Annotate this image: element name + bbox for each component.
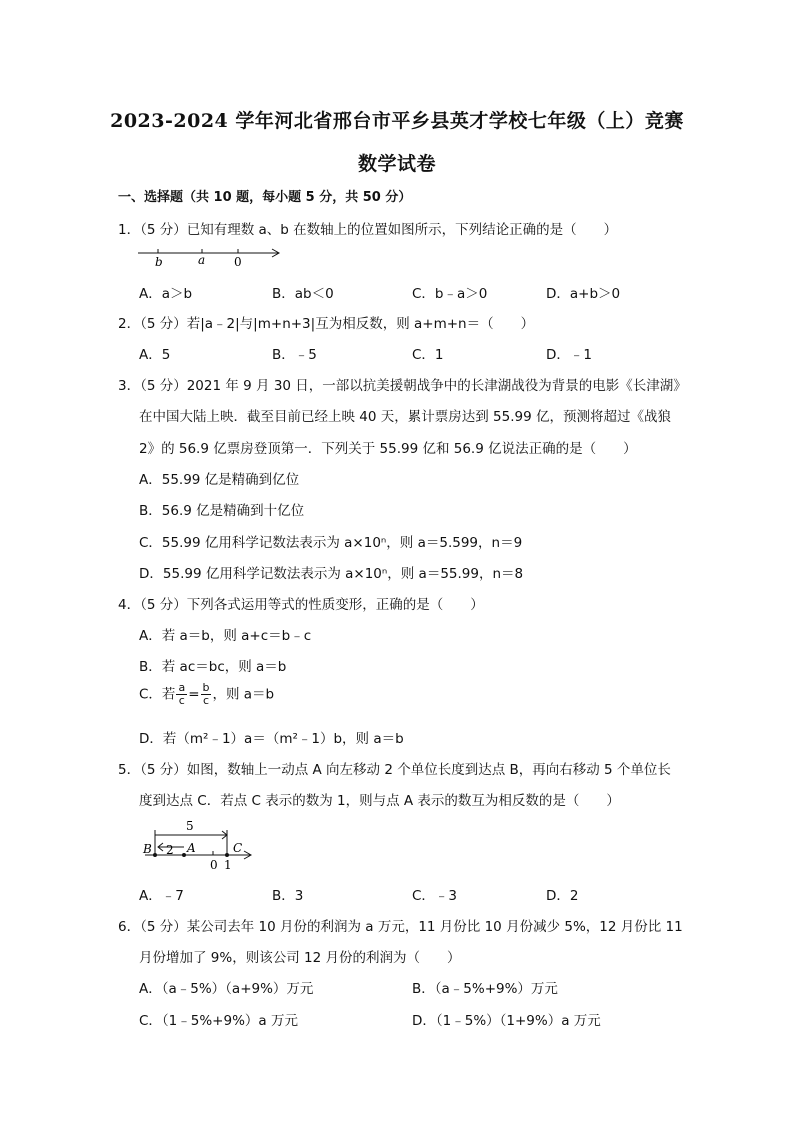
q3-option-d[interactable]: D．55.99 亿用科学记数法表示为 a×10ⁿ，则 a＝55.99，n＝8 [139,566,524,582]
q2-option-b[interactable]: B．﹣5 [272,347,317,363]
q1-stem: 1．（5 分）已知有理数 a、b 在数轴上的位置如图所示，下列结论正确的是（ ） [118,222,618,238]
q5-stem-line1: 5．（5 分）如图，数轴上一动点 A 向左移动 2 个单位长度到达点 B，再向右移动 5 个单位长 [118,762,671,778]
q4-option-c-suffix: ，则 a＝b [212,686,275,703]
q3-option-c[interactable]: C．55.99 亿用科学记数法表示为 a×10ⁿ，则 a＝5.599，n＝9 [139,535,523,551]
q6-stem-line2: 月份增加了 9%，则该公司 12 月份的利润为（ ） [139,950,461,966]
q2-option-d[interactable]: D．﹣1 [546,347,592,363]
label-five: 5 [186,819,194,833]
section-heading-choice: 一、选择题（共 10 题，每小题 5 分，共 50 分） [118,190,412,205]
q6-option-c[interactable]: C．（1﹣5%+9%）a 万元 [139,1013,298,1029]
q5-number-line-figure [140,818,260,874]
q2-option-a[interactable]: A．5 [139,347,171,363]
q5-option-d[interactable]: D．2 [546,888,579,904]
label-zero: 0 [234,255,242,269]
q4-option-d[interactable]: D．若（m²﹣1）a＝（m²﹣1）b，则 a＝b [139,731,404,747]
q5-option-c[interactable]: C．﹣3 [412,888,458,904]
q4-option-a[interactable]: A．若 a＝b，则 a+c＝b﹣c [139,628,312,644]
q3-stem-line2: 在中国大陆上映．截至目前已经上映 40 天，累计票房达到 55.99 亿，预测将超过《战狼 [139,409,671,425]
label-a: a [198,253,206,267]
q4-option-c[interactable] [139,682,274,707]
q3-stem-line3: 2》的 56.9 亿票房登顶第一．下列关于 55.99 亿和 56.9 亿说法正确的是（ ） [139,441,637,457]
q4-option-c-prefix: C．若 [139,686,176,703]
label-A: A [187,841,196,855]
q5-option-a[interactable]: A．﹣7 [139,888,184,904]
q2-stem: 2．（5 分）若|a﹣2|与|m+n+3|互为相反数，则 a+m+n＝（ ） [118,316,535,332]
q4-stem: 4．（5 分）下列各式运用等式的性质变形，正确的是（ ） [118,597,484,613]
q5-stem-line2: 度到达点 C．若点 C 表示的数为 1，则与点 A 表示的数互为相反数的是（ ） [139,793,620,809]
label-B: B [143,842,152,856]
q1-option-d[interactable]: D．a+b＞0 [546,286,621,302]
q3-option-a[interactable]: A．55.99 亿是精确到亿位 [139,472,300,488]
q2-option-c[interactable]: C．1 [412,347,444,363]
fraction-a-over-c: $\frac{a}{c}$ [178,681,186,707]
fraction-equals: = [188,686,200,703]
q5-option-b[interactable]: B．3 [272,888,304,904]
fraction-b-over-c: $\frac{b}{c}$ [202,681,210,707]
label-zero: 0 [210,858,218,872]
label-C: C [233,841,243,855]
exam-title-line1: 2023-2024 学年河北省邢台市平乡县英才学校七年级（上）竞赛 [110,110,684,132]
q1-option-a[interactable]: A．a＞b [139,286,193,302]
q6-option-b[interactable]: B．（a﹣5%+9%）万元 [412,981,558,997]
q6-option-d[interactable]: D．（1﹣5%）（1+9%）a 万元 [412,1013,601,1029]
exam-title-line2: 数学试卷 [357,153,436,175]
q6-stem-line1: 6．（5 分）某公司去年 10 月份的利润为 a 万元，11 月份比 10 月份减少 5%，12 月份比 11 [118,919,683,935]
q3-stem-line1: 3．（5 分）2021 年 9 月 30 日，一部以抗美援朝战争中的长津湖战役为背景的电影《长津湖》 [118,378,687,394]
q4-option-b[interactable]: B．若 ac＝bc，则 a＝b [139,659,287,675]
q3-option-b[interactable]: B．56.9 亿是精确到十亿位 [139,503,305,519]
q6-option-a[interactable]: A．（a﹣5%）（a+9%）万元 [139,981,314,997]
label-two: 2 [166,843,174,857]
label-b: b [155,255,163,269]
q1-option-b[interactable]: B．ab＜0 [272,286,334,302]
q1-option-c[interactable]: C．b﹣a＞0 [412,286,488,302]
label-one: 1 [224,858,232,872]
q1-number-line-figure [138,245,288,271]
